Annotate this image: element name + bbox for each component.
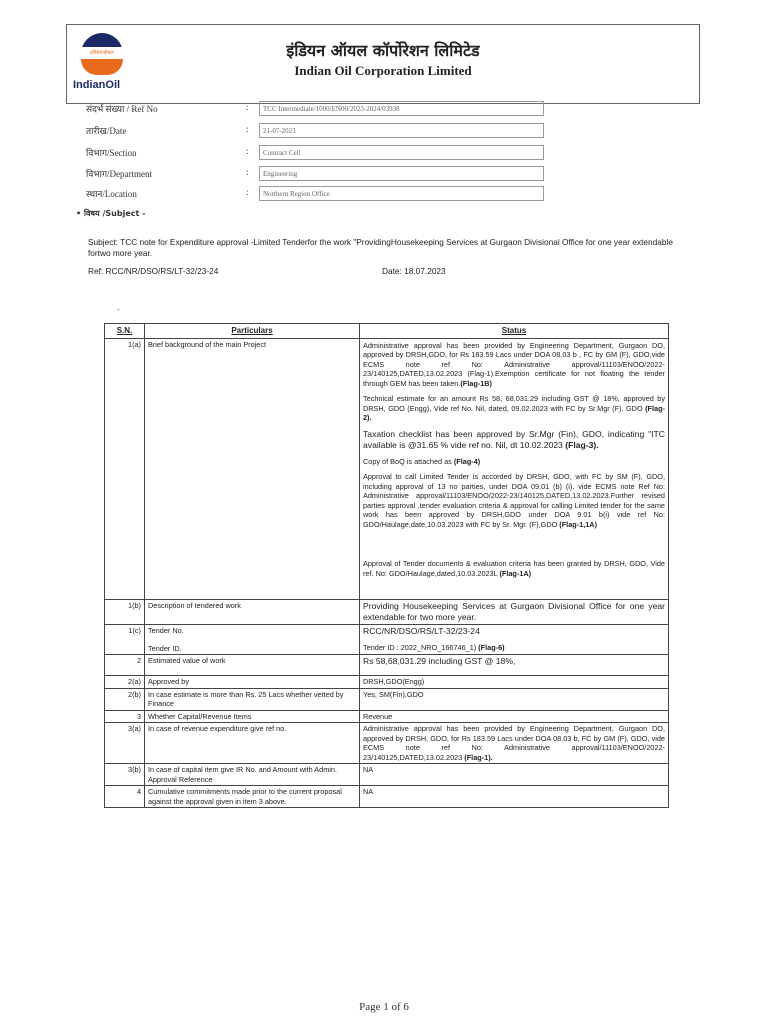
flag-reference: (Flag-1A) xyxy=(499,568,532,578)
subject-text: Subject: TCC note for Expenditure approval -Limited Tenderfor the work "ProvidingHousekeeping Services at Gurgaon Divisional Office for one year extendable fortwo more year. xyxy=(88,237,673,258)
meta-label: विभाग/Department xyxy=(86,169,153,179)
flag-reference: (Flag-1). xyxy=(464,752,493,762)
meta-colon: : xyxy=(246,146,249,156)
subject-label: • विषय /Subject - xyxy=(76,209,146,218)
table-row xyxy=(105,625,669,655)
status-paragraph: Approval to call Limited Tender is accorded by DRSH, GDO, with FC by SM (F), GDO, including approval of 13 no parties, under DOA 09.01 (b) (i), vide ECMS note Ref No: Administrative approval/11103/ENOO/2022-23/140125,DATED,13.02.2023.Further revised parties approval ,tender evaluation criteria & approval for calling Limited tender for the same work has been approved by DRSH,GDO under DOA 9.01 b(i) vide ref No: GDO/Haulage,date,10.03.2023 with FC by Sr. Mgr. (F),GDO (Flag-1,1A) xyxy=(363,472,665,529)
flag-reference: (Flag-3). xyxy=(565,439,599,450)
meta-colon: : xyxy=(246,124,249,134)
row-sn: 1(c) xyxy=(105,625,145,655)
flag-reference: (Flag-6) xyxy=(478,643,505,652)
reference-date: Date: 18.07.2023 xyxy=(382,266,446,276)
table-row xyxy=(105,600,669,625)
row-status: NA xyxy=(360,764,669,786)
table-row xyxy=(105,338,669,600)
table-row xyxy=(105,764,669,786)
row-status: Providing Housekeeping Services at Gurgaon Divisional Office for one year extendable for two more year. xyxy=(360,600,669,625)
row-particulars: In case estimate is more than Rs. 25 Lacs whether vetted by Finance xyxy=(145,688,360,710)
tender-no-value: RCC/NR/DSO/RS/LT-32/23-24 xyxy=(363,626,480,636)
meta-colon: : xyxy=(246,167,249,177)
meta-colon: : xyxy=(246,102,249,112)
header-status: Status xyxy=(360,324,669,339)
row-particulars: Cumulative commitments made prior to the current proposal against the approval given in item 3 above. xyxy=(145,786,360,808)
row-particulars: Description of tendered work xyxy=(145,600,360,625)
row-particulars: In case of revenue expenditure give ref no. xyxy=(145,723,360,764)
header-particulars: Particulars xyxy=(145,324,360,339)
tender-no-label: Tender No. xyxy=(148,626,184,635)
row-sn: 2 xyxy=(105,655,145,676)
row-particulars: Estimated value of work xyxy=(145,655,360,676)
row-particulars xyxy=(145,625,360,655)
row-status: Yes, SM(Fin),GDO xyxy=(360,688,669,710)
meta-label: स्थान/Location xyxy=(86,189,137,199)
flag-reference: (Flag-4) xyxy=(453,456,481,466)
tender-id-value: Tender ID : 2022_NRO_166746_1) (Flag-6) xyxy=(363,643,505,652)
page-number: Page 1 of 6 xyxy=(359,1001,409,1013)
meta-value: TCC Intermediate/1000/EN00/2023-2024/03938 xyxy=(259,101,544,116)
company-name-english: Indian Oil Corporation Limited xyxy=(294,63,472,78)
meta-colon: : xyxy=(246,187,249,197)
reference-number: Ref: RCC/NR/DSO/RS/LT-32/23-24 xyxy=(88,266,219,276)
company-name-hindi: इंडियन ऑयल कॉर्पोरेशन लिमिटेड xyxy=(286,41,480,60)
status-paragraph: Technical estimate for an amount Rs 58, 68,031.29 including GST @ 18%, approved by DRSH, GDO (Engg), Vide ref No. Nil, dated, 09.02.2023 with FC by Sr.Mgr (F), GDO (Flag-2). xyxy=(363,394,665,422)
table-header-row xyxy=(105,324,669,339)
row-sn: 3(b) xyxy=(105,764,145,786)
row-particulars: Brief background of the main Project xyxy=(145,338,360,600)
meta-value: Contract Cell xyxy=(259,145,544,160)
status-paragraph: Taxation checklist has been approved by Sr.Mgr (Fin), GDO, indicating "ITC available is @31.65 % vide ref no. Nil, dt 10.02.2023 (Flag-3). xyxy=(363,428,665,450)
row-status: Revenue xyxy=(360,710,669,723)
tcc-note-table xyxy=(104,323,669,808)
status-paragraph: Copy of BoQ is attached as (Flag-4) xyxy=(363,456,481,466)
row-status xyxy=(360,625,669,655)
row-status: DRSH,GDO(Engg) xyxy=(360,676,669,689)
table-row xyxy=(105,676,669,689)
row-particulars: In case of capital item give IR No. and Amount with Admin. Approval Reference xyxy=(145,764,360,786)
meta-value: Engineering xyxy=(259,166,544,181)
dash-mark: - xyxy=(117,305,120,314)
flag-reference: (Flag-2). xyxy=(363,403,665,422)
row-sn: 2(a) xyxy=(105,676,145,689)
letterhead xyxy=(66,24,700,104)
header-sn: S.N. xyxy=(105,324,145,339)
meta-value: 21-07-2023 xyxy=(259,123,544,138)
row-sn: 1(b) xyxy=(105,600,145,625)
table-row xyxy=(105,710,669,723)
row-particulars: Approved by xyxy=(145,676,360,689)
row-particulars: Whether Capital/Revenue Items xyxy=(145,710,360,723)
meta-label: विभाग/Section xyxy=(86,148,137,158)
row-status: Rs 58,68,031.29 including GST @ 18%, xyxy=(360,655,669,676)
table-row xyxy=(105,655,669,676)
status-paragraph: Administrative approval has been provided by Engineering Department, Gurgaon DO, approved by DRSH,GDO, for Rs 183.59 Lacs under DOA 08.03 b , FC by GM (F), GDO,vide ECMS note ref No: Administrative approval/11103/ENOO/2022-23/140125,DATED,13.02.2023 (Flag-1).Exemption certificate for not floating the tender through GEM has been taken.(Flag-1B) xyxy=(363,340,665,388)
flag-reference: (Flag-1B) xyxy=(460,378,492,388)
table-row xyxy=(105,723,669,764)
status-paragraph: Approval of Tender documents & evaluation criteria has been granted by DRSH, GDO, Vide ref. No: GDO/Haulage,dated,10.03.2023L (Flag-1A) xyxy=(363,559,665,578)
row-sn: 3(a) xyxy=(105,723,145,764)
row-sn: 2(b) xyxy=(105,688,145,710)
meta-label: संदर्भ संख्या / Ref No xyxy=(86,104,158,114)
logo-text: IndianOil xyxy=(73,79,121,91)
meta-value: Northern Region Office xyxy=(259,186,544,201)
flag-reference: (Flag-1,1A) xyxy=(559,519,597,529)
logo-band-text: इंडियनऑयल xyxy=(90,50,114,56)
row-sn: 3 xyxy=(105,710,145,723)
row-status: NA xyxy=(360,786,669,808)
row-status: Administrative approval has been provided by Engineering Department, Gurgaon DO, approved by DRSH, GDO, for Rs 183.59 Lacs under DOA 08.03 b, FC by GM (F), GDO, vide ECMS note ref No: Administrative approval/11103/ENOO/2022-23/140125,DATED,13.02.2023 (Flag-1). xyxy=(360,723,669,764)
tender-id-label: Tender ID. xyxy=(148,643,182,653)
row-status xyxy=(360,338,669,600)
table-row xyxy=(105,786,669,808)
row-sn: 1(a) xyxy=(105,338,145,600)
meta-label: तारीख/Date xyxy=(86,126,127,136)
table-row xyxy=(105,688,669,710)
row-sn: 4 xyxy=(105,786,145,808)
